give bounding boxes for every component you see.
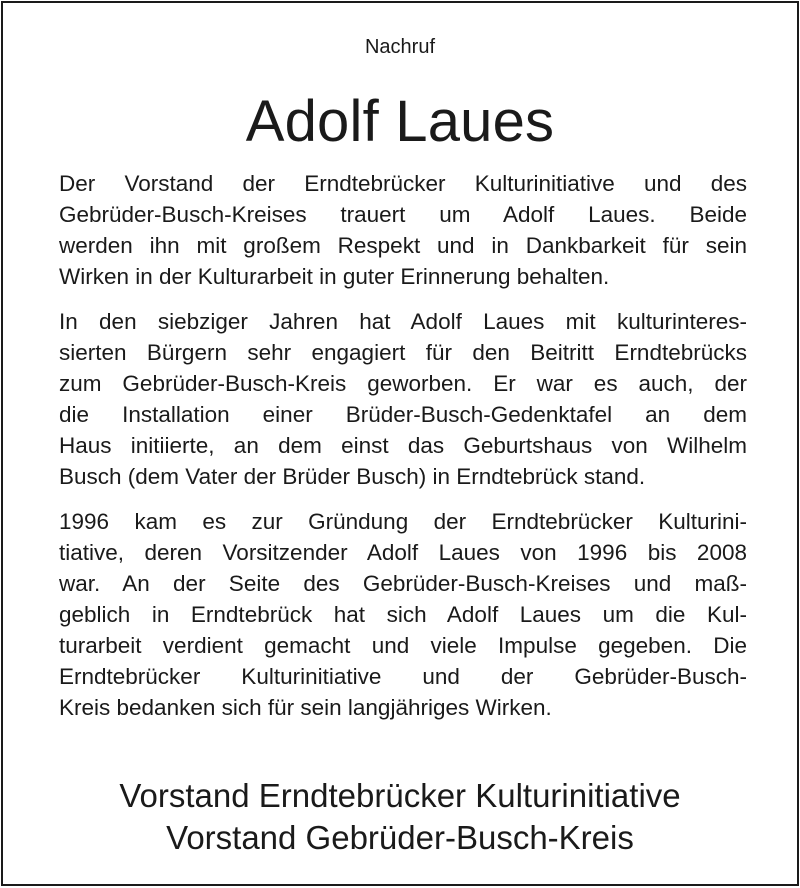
- text-line: Wirken in der Kulturarbeit in guter Erinnerung behalten.: [59, 264, 610, 289]
- signature-line: Vorstand Gebrüder-Busch-Kreis: [166, 819, 634, 856]
- text-line: die Installation einer Brüder-Busch-Gedenktafel an dem: [59, 402, 747, 427]
- paragraph-1: [59, 168, 747, 292]
- deceased-name: Adolf Laues: [245, 89, 555, 154]
- text-line: Der Vorstand der Erndtebrücker Kulturinitiative und des: [59, 171, 747, 196]
- text-line: Kreis bedanken sich für sein langjähriges Wirken.: [59, 695, 552, 720]
- paragraph-3: [59, 506, 747, 723]
- text-line: werden ihn mit großem Respekt und in Dankbarkeit für sein: [59, 233, 747, 258]
- text-line: 1996 kam es zur Gründung der Erndtebrücker Kulturini-: [59, 509, 747, 534]
- text-line: sierten Bürgern sehr engagiert für den Beitritt Erndtebrücks: [59, 340, 747, 365]
- text-line: In den siebziger Jahren hat Adolf Laues mit kulturinteres-: [59, 309, 747, 334]
- text-line: war. An der Seite des Gebrüder-Busch-Kreises und maß-: [59, 571, 747, 596]
- signature-line: Vorstand Erndtebrücker Kulturinitiative: [119, 777, 681, 814]
- text-line: Gebrüder-Busch-Kreises trauert um Adolf Laues. Beide: [59, 202, 747, 227]
- paragraph-2: [59, 306, 747, 492]
- signatures: [3, 775, 797, 859]
- notice-body: [59, 168, 747, 737]
- text-line: zum Gebrüder-Busch-Kreis geworben. Er war es auch, der: [59, 371, 747, 396]
- text-line: tiative, deren Vorsitzender Adolf Laues von 1996 bis 2008: [59, 540, 747, 565]
- text-line: turarbeit verdient gemacht und viele Impulse gegeben. Die: [59, 633, 747, 658]
- notice-label: Nachruf: [364, 36, 436, 58]
- text-line: Haus initiierte, an dem einst das Geburtshaus von Wilhelm: [59, 433, 747, 458]
- text-line: Busch (dem Vater der Brüder Busch) in Erndtebrück stand.: [59, 464, 646, 489]
- text-line: Erndtebrücker Kulturinitiative und der Gebrüder-Busch-: [59, 664, 747, 689]
- text-line: geblich in Erndtebrück hat sich Adolf Laues um die Kul-: [59, 602, 747, 627]
- obituary-notice: [1, 1, 799, 886]
